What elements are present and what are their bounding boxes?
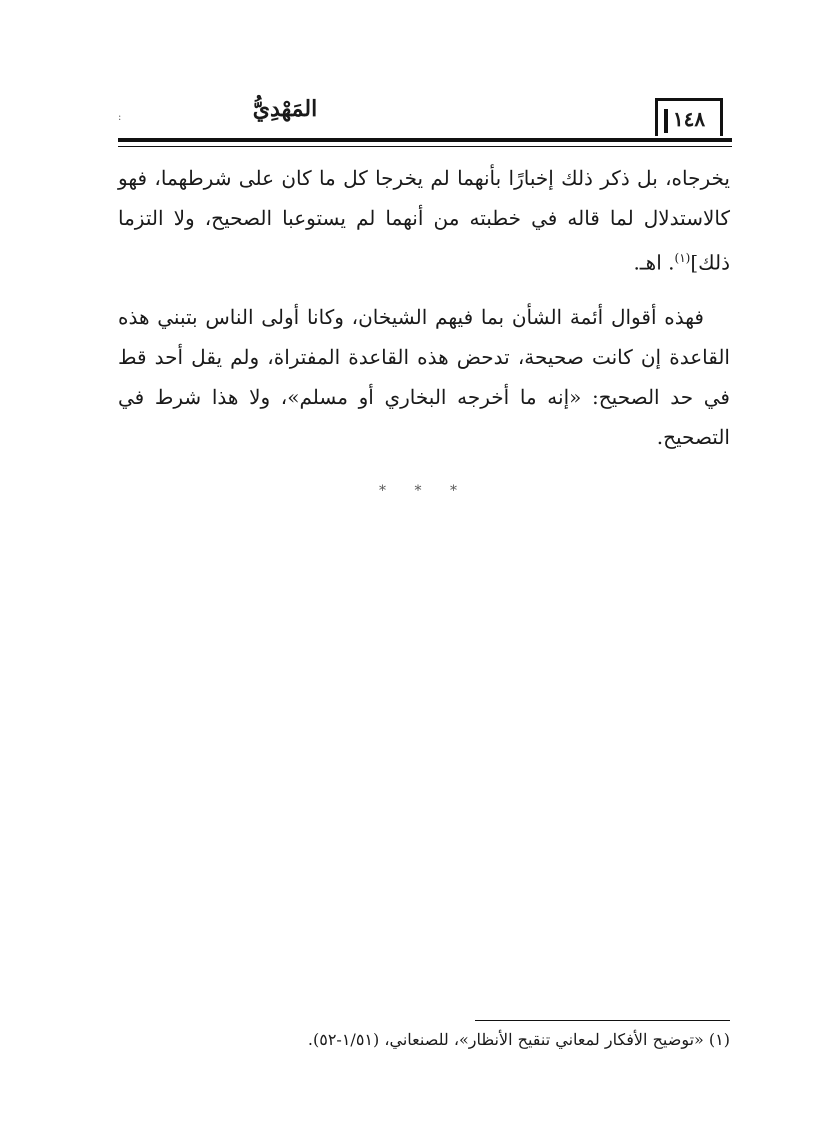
page-number-box	[655, 98, 723, 136]
page-number: ١٤٨	[672, 106, 706, 131]
footnote-rule	[475, 1020, 730, 1021]
page-number-bar	[664, 109, 668, 133]
paragraph-1-end: . اهـ.	[633, 250, 675, 275]
body-text	[118, 158, 730, 511]
running-title: المَهْدِيُّ	[252, 96, 318, 122]
header-dots: :	[118, 112, 123, 123]
header-rule-thin	[118, 146, 732, 147]
footnote-1: (١) «توضيح الأفكار لمعاني تنقيح الأنظار»، للصنعاني، (١/٥١-٥٢).	[307, 1030, 730, 1049]
paragraph-1-text: يخرجاه، بل ذكر ذلك إخبارًا بأنهما لم يخرجا كل ما كان على شرطهما، فهو كالاستدلال لما قاله في خطبته من أنهما لم يستوعبا الصحيح، ولا التزما ذلك]	[118, 166, 730, 275]
paragraph-2: فهذه أقوال أئمة الشأن بما فيهم الشيخان، وكانا أولى الناس بتبني هذه القاعدة إن كانت صحيحة، تدحض هذه القاعدة المفتراة، ولم يقل أحد قط في حد الصحيح: «إنه ما أخرجه البخاري أو مسلم»، ولا هذا شرط في التصحيح.	[118, 304, 730, 449]
footnote-ref-1: (١)	[674, 251, 691, 265]
header-rule-thick	[118, 138, 732, 142]
paragraph-1	[118, 158, 730, 283]
section-separator: * * *	[379, 482, 469, 499]
